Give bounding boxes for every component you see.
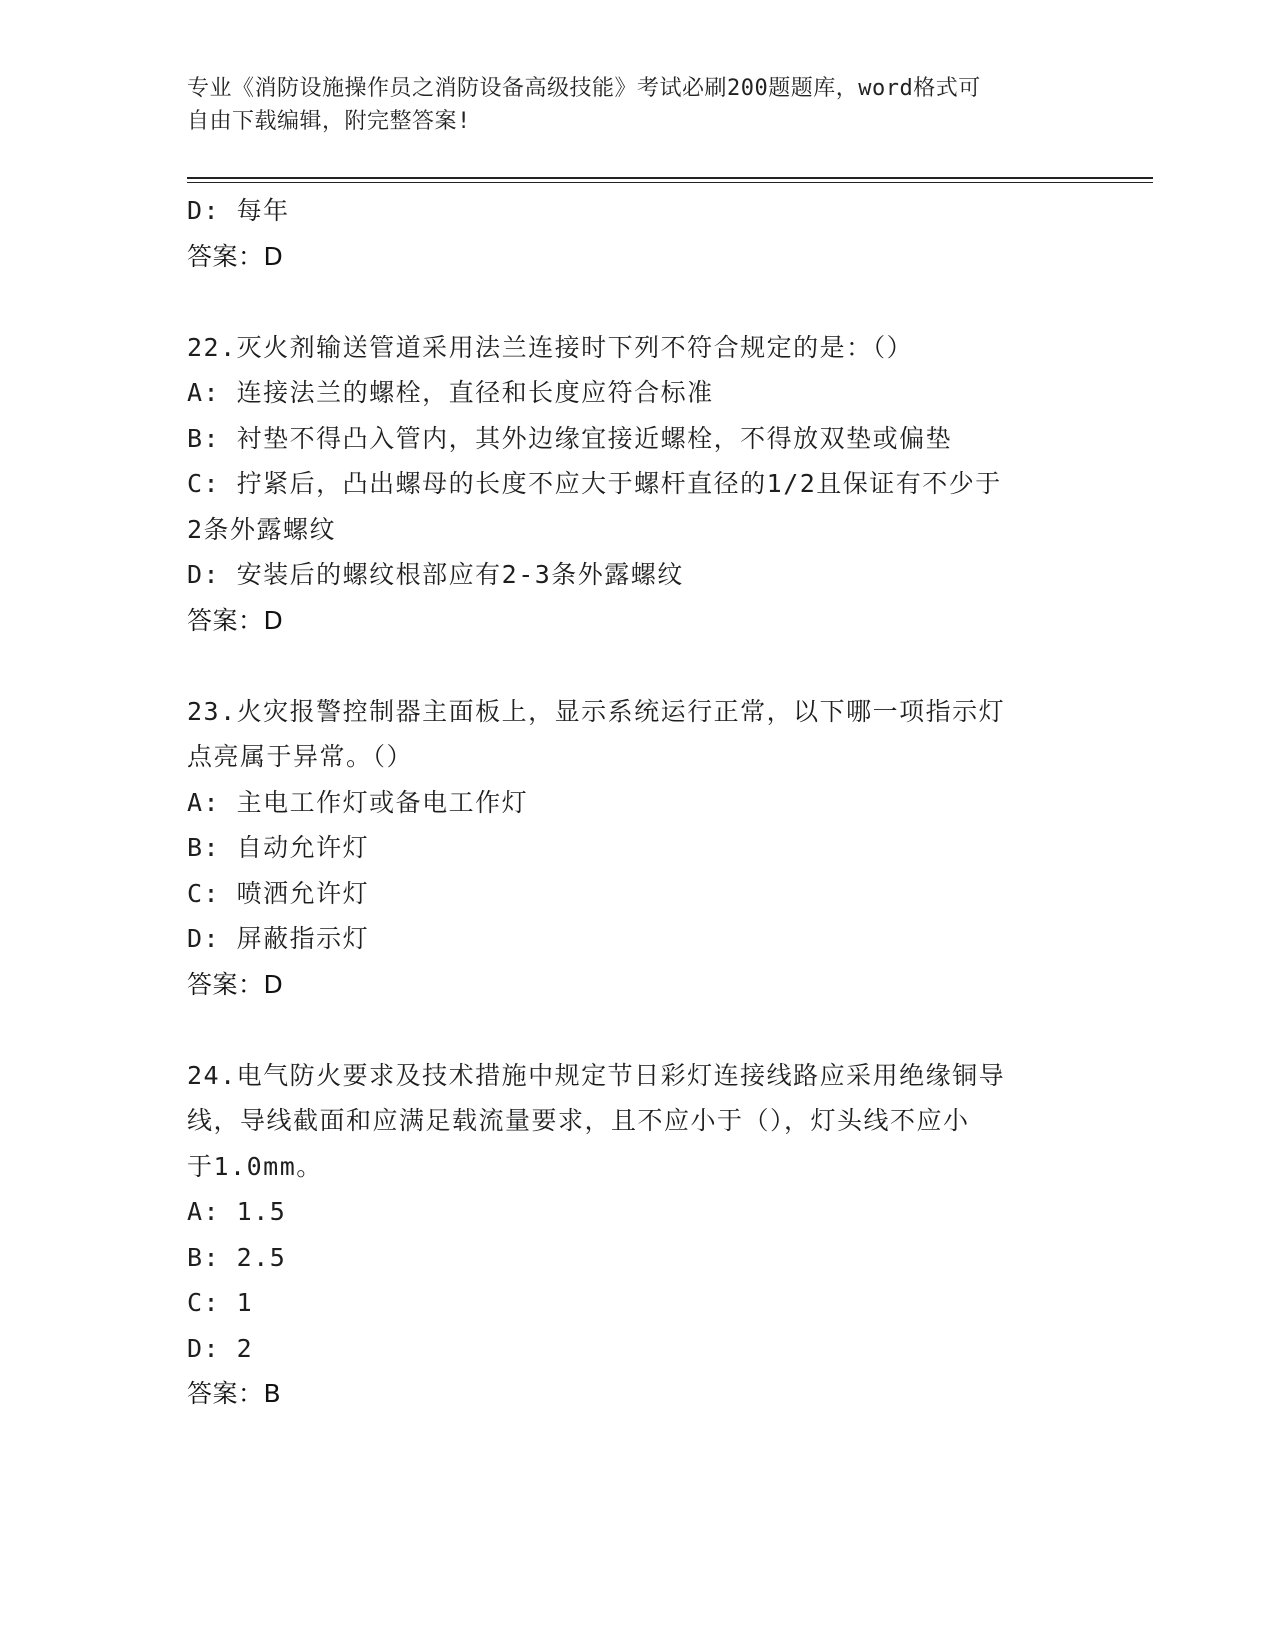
header-divider-thin [187, 182, 1153, 183]
answer-line: 答案：D [187, 241, 284, 271]
question-22 [187, 325, 1087, 644]
previous-question-tail [187, 188, 1087, 279]
spacer [187, 1007, 1087, 1053]
question-stem: 22.灭火剂输送管道采用法兰连接时下列不符合规定的是：（） [187, 332, 914, 362]
option-c: C: 拧紧后，凸出螺母的长度不应大于螺杆直径的1/2且保证有不少于 [187, 469, 1002, 498]
spacer [187, 279, 1087, 325]
question-list [187, 188, 1087, 1417]
option-d: D: 每年 [187, 196, 290, 225]
option-b: B: 2.5 [187, 1242, 287, 1272]
option-c: C: 喷洒允许灯 [187, 878, 370, 908]
option-d: D: 2 [187, 1333, 254, 1363]
spacer [187, 643, 1087, 689]
option-c: C: 1 [187, 1288, 254, 1317]
option-b: B: 自动允许灯 [187, 833, 370, 862]
option-a: A: 1.5 [187, 1197, 287, 1226]
page-header [187, 72, 1077, 138]
option-d: D: 安装后的螺纹根部应有2-3条外露螺纹 [187, 560, 684, 589]
answer-line: 答案：D [187, 605, 284, 635]
question-stem: 23.火灾报警控制器主面板上，显示系统运行正常，以下哪一项指示灯 [187, 696, 1006, 726]
header-divider-thick [187, 177, 1153, 179]
question-23 [187, 689, 1087, 1008]
answer-line: 答案：D [187, 969, 284, 999]
header-title-line-2: 自由下载编辑，附完整答案! [187, 109, 471, 134]
question-stem-continued: 于1.0mm。 [187, 1151, 323, 1181]
option-d: D: 屏蔽指示灯 [187, 924, 370, 953]
question-stem: 24.电气防火要求及技术措施中规定节日彩灯连接线路应采用绝缘铜导 [187, 1060, 1006, 1090]
option-c-continued: 2条外露螺纹 [187, 514, 337, 544]
option-b: B: 衬垫不得凸入管内，其外边缘宜接近螺栓，不得放双垫或偏垫 [187, 423, 953, 453]
header-title-line-1: 专业《消防设施操作员之消防设备高级技能》考试必刷200题题库，word格式可 [187, 76, 981, 101]
answer-line: 答案：B [187, 1379, 282, 1408]
question-stem-continued: 线，导线截面和应满足载流量要求，且不应小于（），灯头线不应小 [187, 1106, 970, 1135]
option-a: A: 连接法兰的螺栓，直径和长度应符合标准 [187, 378, 714, 407]
option-a: A: 主电工作灯或备电工作灯 [187, 787, 529, 817]
question-stem-continued: 点亮属于异常。（） [187, 742, 414, 771]
question-24 [187, 1053, 1087, 1417]
